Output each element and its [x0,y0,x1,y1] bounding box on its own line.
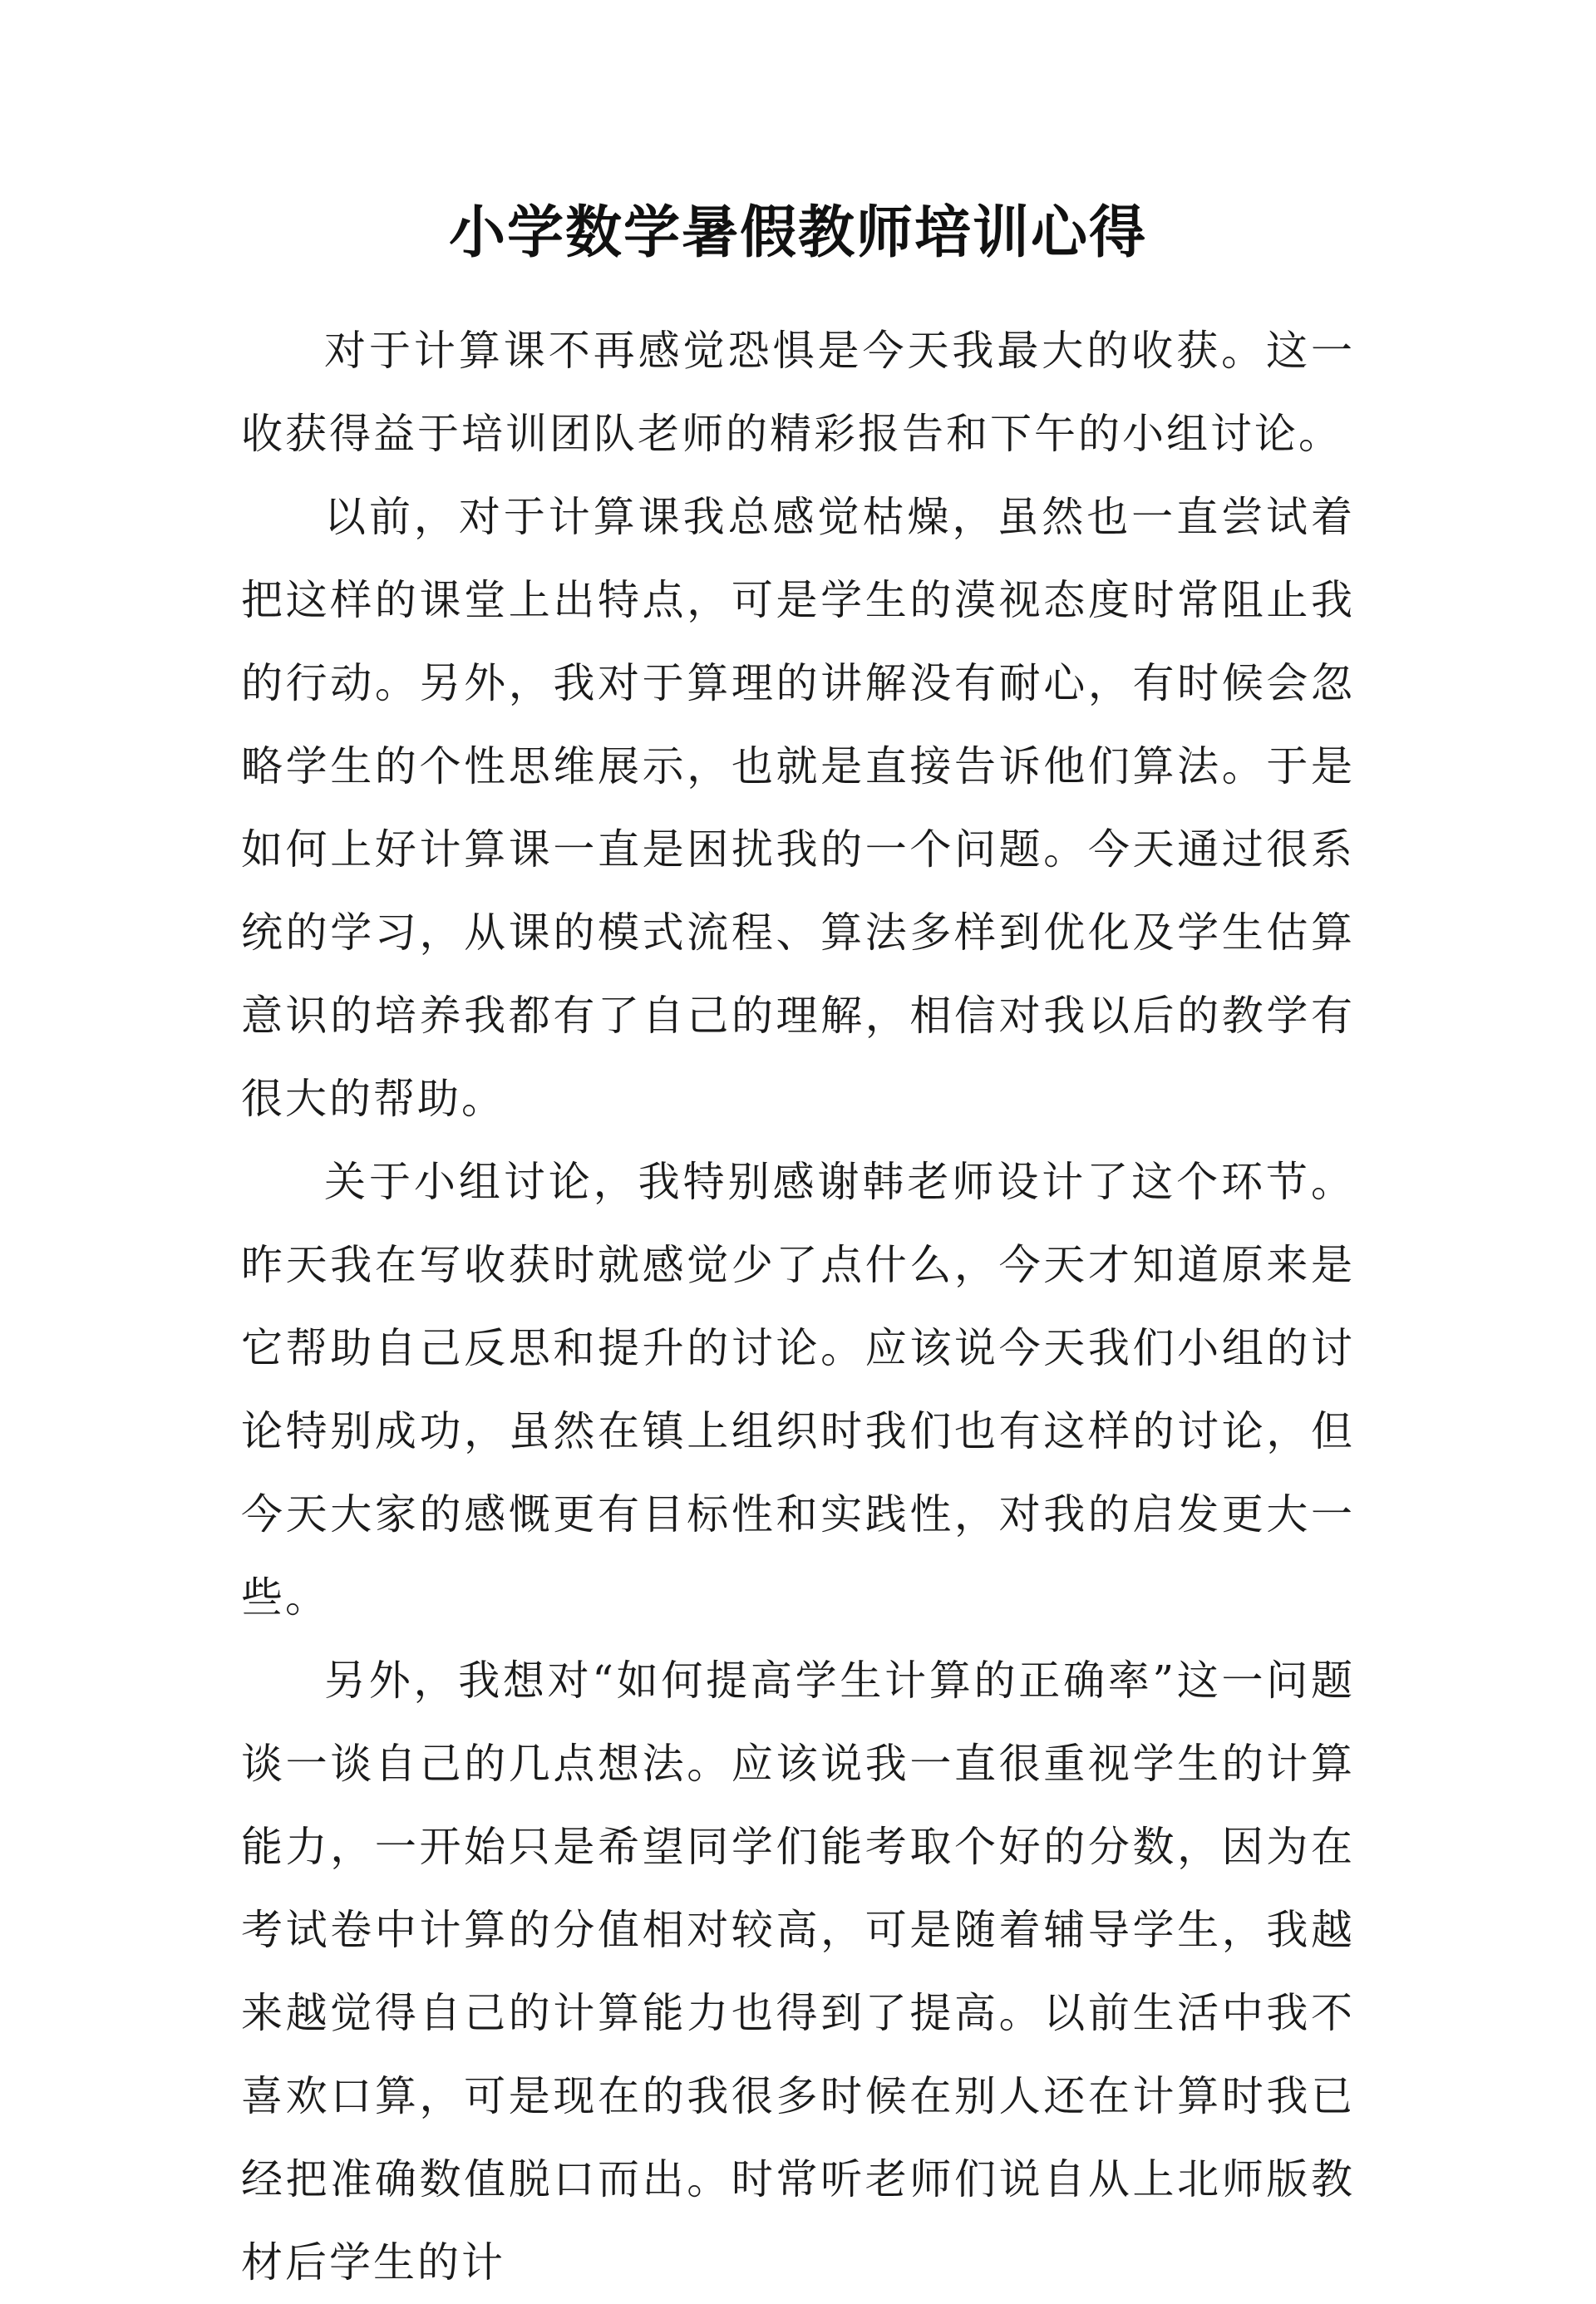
paragraph: 关于小组讨论，我特别感谢韩老师设计了这个环节。昨天我在写收获时就感觉少了点什么，今天才知道原来是它帮助自己反思和提升的讨论。应该说今天我们小组的讨论特别成功，虽然在镇上组织时我们也有这样的讨论，但今天大家的感慨更有目标性和实践性，对我的启发更大一些。 [241,1158,1355,1622]
paragraph: 以前，对于计算课我总感觉枯燥，虽然也一直尝试着把这样的课堂上出特点，可是学生的漠视态度时常阻止我的行动。另外，我对于算理的讲解没有耐心，有时候会忽略学生的个性思维展示，也就是直接告诉他们算法。于是如何上好计算课一直是困扰我的一个问题。今天通过很系统的学习，从课的模式流程、算法多样到优化及学生估算意识的培养我都有了自己的理解，相信对我以后的教学有很大的帮助。 [241,493,1355,1123]
paragraph: 另外，我想对“如何提高学生计算的正确率”这一问题谈一谈自己的几点想法。应该说我一直很重视学生的计算能力，一开始只是希望同学们能考取个好的分数，因为在考试卷中计算的分值相对较高，可是随着辅导学生，我越来越觉得自己的计算能力也得到了提高。以前生活中我不喜欢口算，可是现在的我很多时候在别人还在计算时我已经把准确数值脱口而出。时常听老师们说自从上北师版教材后学生的计 [241,1657,1355,2287]
paragraph: 对于计算课不再感觉恐惧是今天我最大的收获。这一收获得益于培训团队老师的精彩报告和下午的小组讨论。 [241,327,1355,458]
document-body [241,309,1355,2304]
document-title: 小学数学暑假教师培训心得 [448,200,1147,266]
